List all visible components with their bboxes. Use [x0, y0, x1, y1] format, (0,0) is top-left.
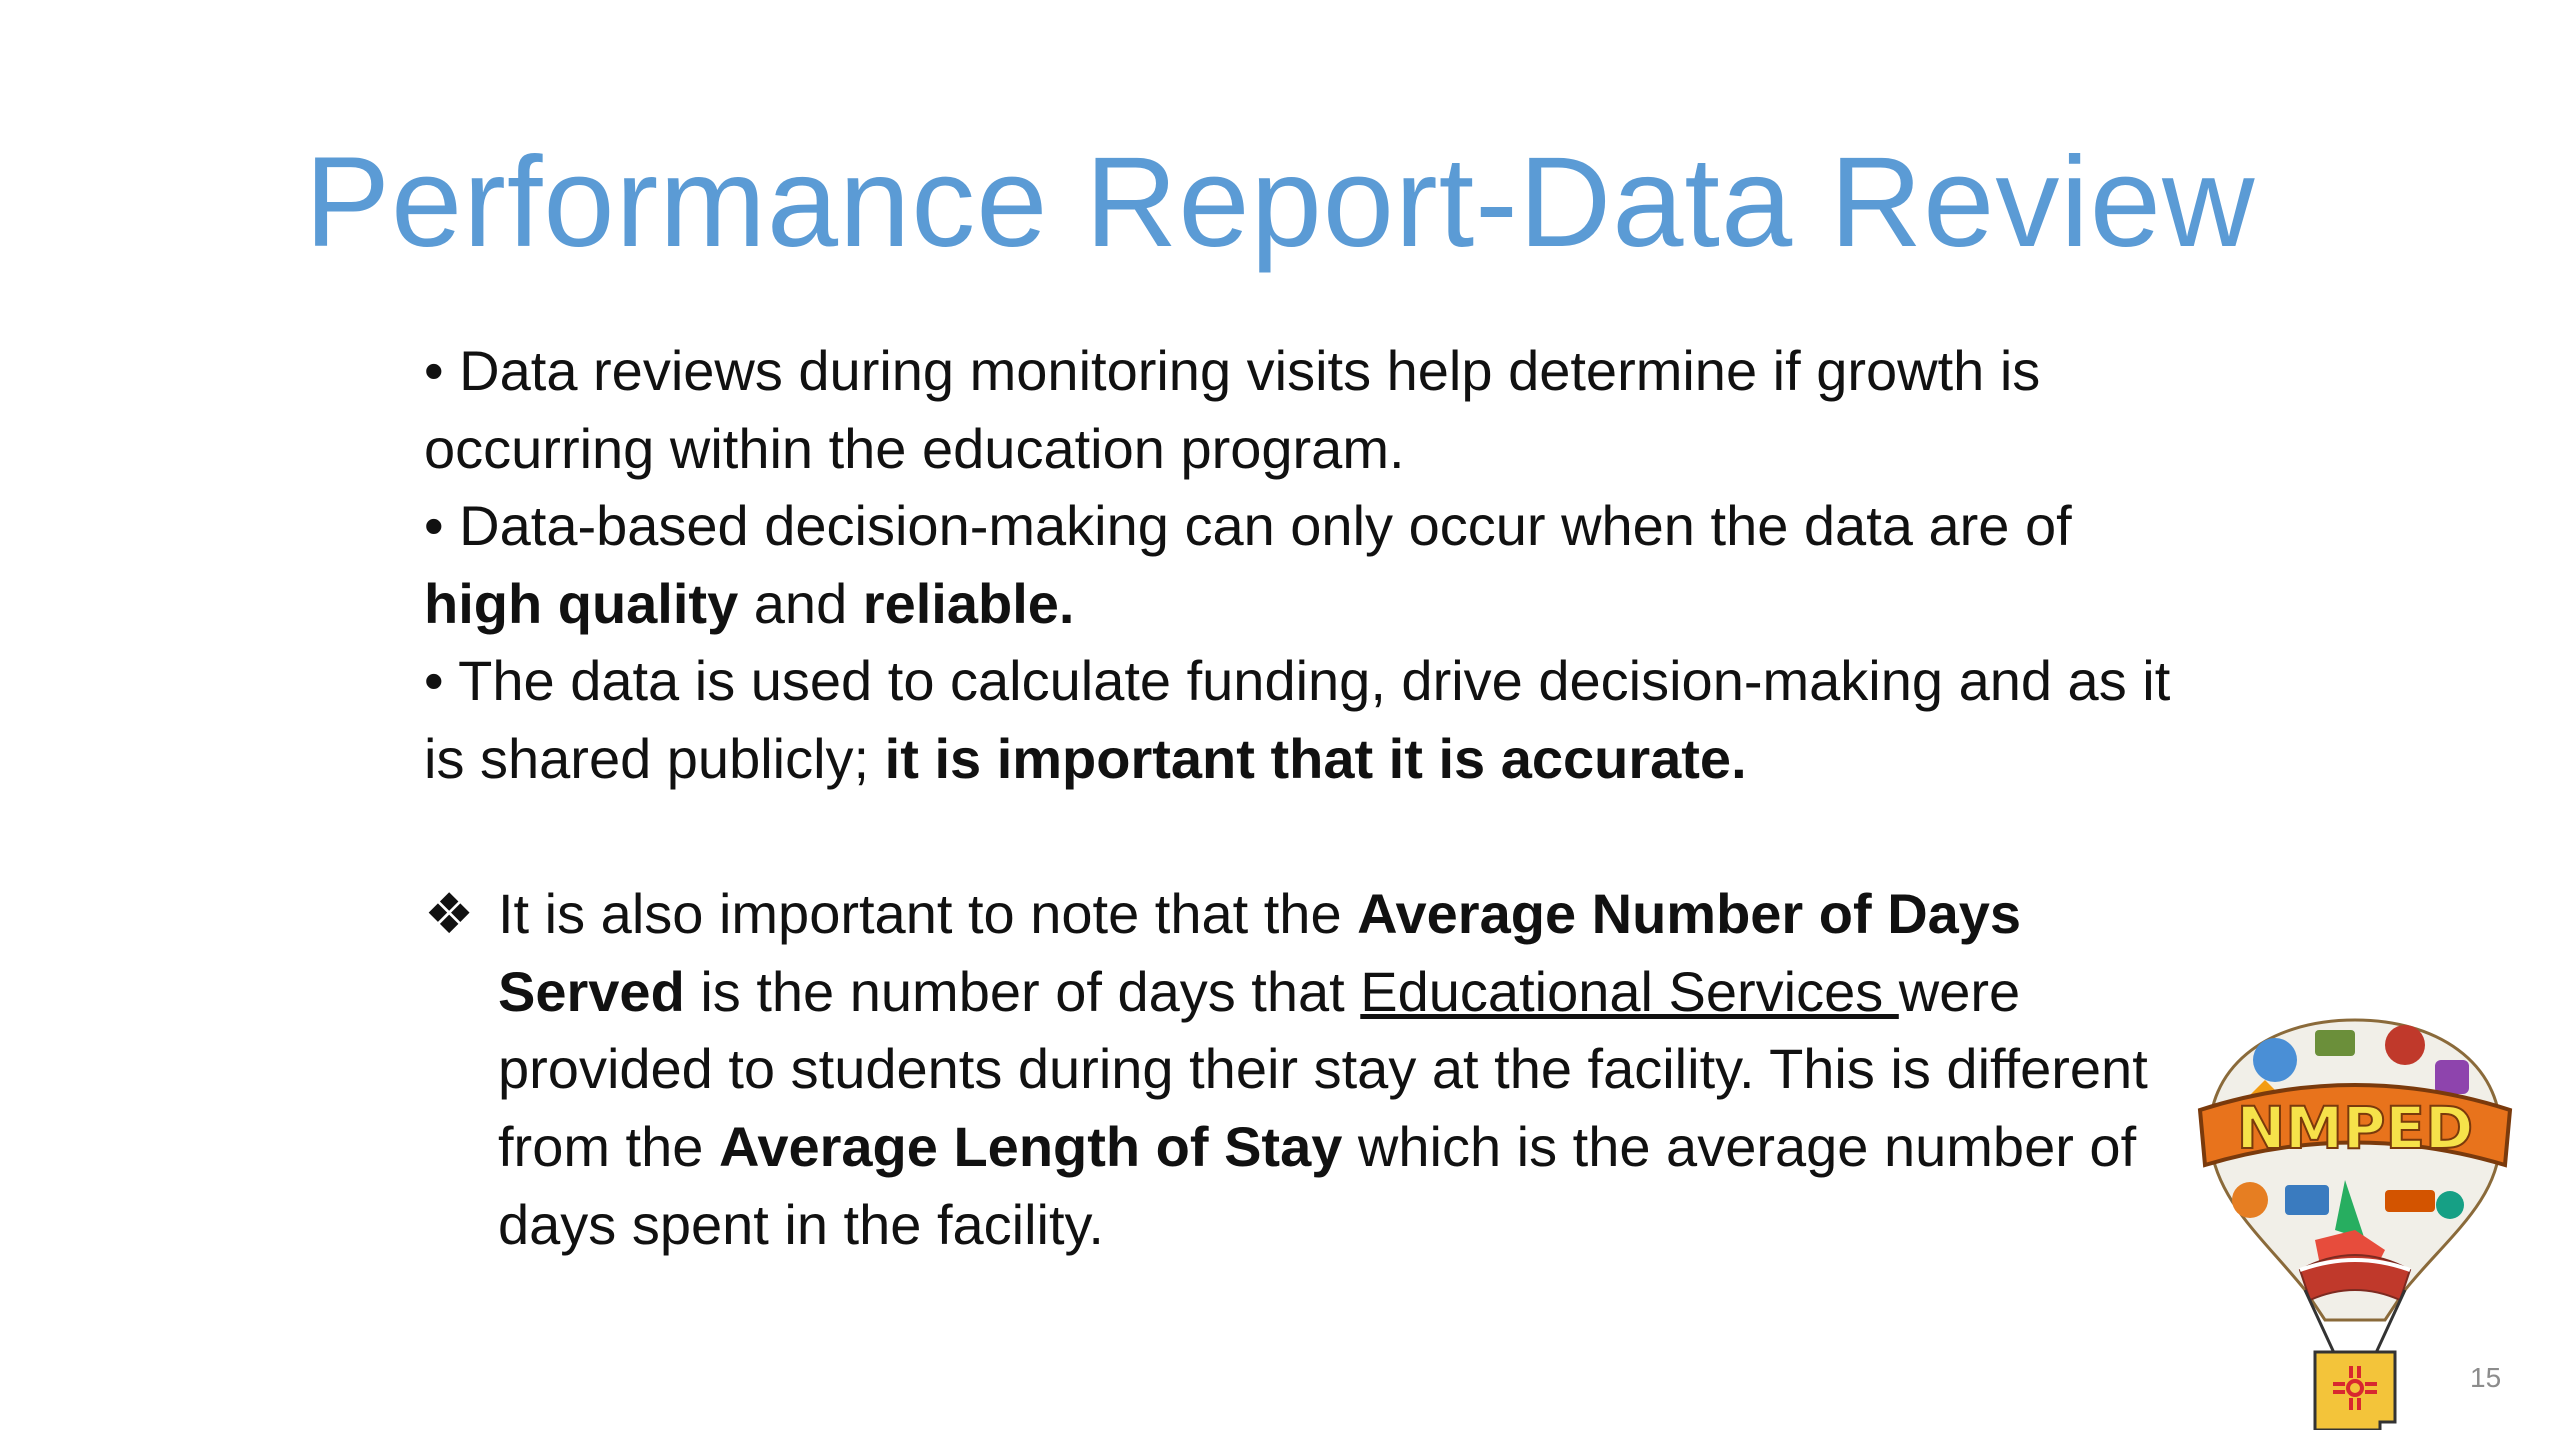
note-paragraph: [424, 875, 2184, 1263]
slide-title: Performance Report-Data Review: [304, 131, 2256, 274]
emphasis-days-served: Average Number of Days Served: [498, 882, 2022, 1023]
emphasis-reliable: reliable.: [862, 571, 1075, 635]
diamond-bullet-icon: ❖: [424, 882, 475, 946]
balloon-icon: [2210, 1020, 2501, 1320]
page-number: 15: [2470, 1362, 2502, 1393]
nmped-logo: [2195, 990, 2515, 1430]
emphasis-high-quality: high quality: [424, 571, 739, 635]
bullet-2: [424, 487, 2184, 642]
bullet-text: Data-based decision-making can only occur when the data are of: [459, 494, 2072, 558]
bullet-3: [424, 642, 2184, 797]
bullet-1: [424, 332, 2184, 487]
note-text: were provided to students during their stay at the facility. This is different from the: [498, 959, 2148, 1178]
bullet-marker: •: [424, 339, 444, 402]
note-text: It is also important to note that the: [498, 882, 1358, 946]
zia-basket-icon: [2315, 1352, 2395, 1430]
underlined-educational-services: Educational Services: [1360, 959, 1899, 1023]
bullet-marker: •: [424, 494, 444, 558]
emphasis-accurate: it is important that it is accurate.: [884, 726, 1747, 790]
spacer: [424, 798, 2184, 876]
nmped-banner: [2200, 1085, 2510, 1165]
note-text: is the number of days that: [684, 959, 1361, 1023]
bullet-text: Data reviews during monitoring visits help determine if growth is occurring within the education program.: [424, 339, 2041, 480]
slide-body: [424, 332, 2184, 1263]
nmped-banner-text: NMPED: [2236, 1094, 2474, 1162]
bullet-marker: •: [424, 649, 444, 713]
note-text: which is the average number of days spent in the facility.: [498, 1114, 2137, 1256]
emphasis-length-of-stay: Average Length of Stay: [718, 1114, 1343, 1178]
bullet-text: and: [738, 571, 863, 635]
bullet-text: The data is used to calculate funding, drive decision-making and as it is shared publicly;: [424, 649, 2171, 790]
